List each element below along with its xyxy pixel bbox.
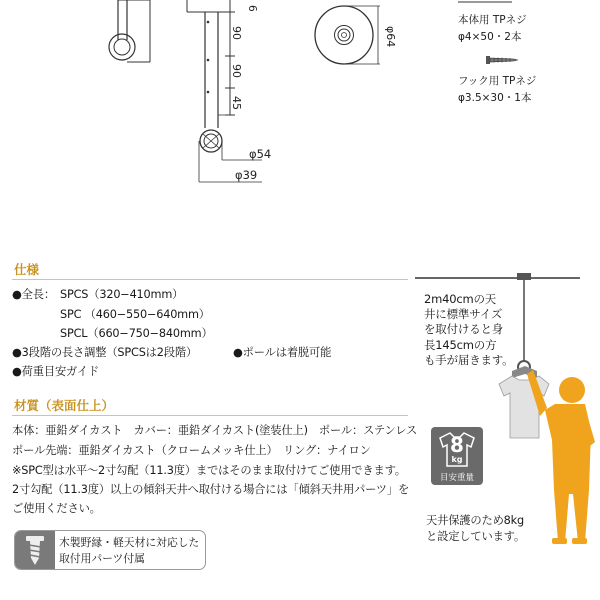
badge-weight-unit: kg xyxy=(451,455,463,464)
hook-screw-spec: φ3.5×30・1本 xyxy=(458,92,532,104)
weight-badge xyxy=(431,427,483,485)
base-plate-drawing xyxy=(315,6,380,64)
reach-text xyxy=(424,292,534,368)
screw-icon xyxy=(15,531,55,569)
reach-line-1: 2m40cmの天 xyxy=(424,292,497,306)
badge-caption: 目安重量 xyxy=(439,473,474,483)
parts-note-box xyxy=(14,530,206,570)
reach-line-2: 井に標準サイズ xyxy=(424,307,503,322)
spec-model-spcs: SPCS（320−410mm） xyxy=(60,288,184,301)
dim-label-3: 45 xyxy=(230,96,243,110)
base-diameter-label: φ64 xyxy=(384,26,397,48)
spec-pole: ●ポールは着脱可能 xyxy=(233,346,332,359)
reach-line-5: も手が届きます。 xyxy=(424,352,514,367)
dim-label-2: 90 xyxy=(230,64,243,78)
dim-label-1: 90 xyxy=(230,26,243,40)
reach-line-4: 長145cmの方 xyxy=(424,337,497,352)
materials-line-2: ポール先端：亜鉛ダイカスト（クロームメッキ仕上） リング：ナイロン xyxy=(12,444,371,457)
materials-note-1: ※SPC型は水平〜2寸勾配（11.3度）まではそのまま取付けてご使用できます。 xyxy=(12,464,406,477)
reach-line-3: を取付けると身 xyxy=(424,322,504,337)
person-silhouette xyxy=(527,370,595,544)
parts-note-line-2: 取付用パーツ付属 xyxy=(59,552,145,565)
ring-inner-diameter-label: φ39 xyxy=(235,168,258,182)
materials-heading: 材質（表面仕上） xyxy=(14,398,115,413)
ring-outer-diameter-label: φ54 xyxy=(249,147,272,161)
side-hanger-drawing xyxy=(109,0,150,62)
parts-note-line-1: 木製野縁・軽天材に対応した xyxy=(59,536,200,549)
materials-note-2: 2寸勾配（11.3度）以上の傾斜天井へ取付ける場合には「傾斜天井用パーツ」を xyxy=(12,483,410,496)
materials-note-3: ご使用ください。 xyxy=(12,502,101,515)
body-screw-title: 本体用 TPネジ xyxy=(458,14,527,26)
hook-screw-icon xyxy=(486,56,518,64)
spec-model-spcl: SPCL（660−750−840mm） xyxy=(60,327,213,340)
badge-weight-number: 8 xyxy=(450,433,464,457)
protect-line-1: 天井保護のため8kg xyxy=(426,514,524,527)
spec-adjust: ●3段階の長さ調整（SPCSは2段階） xyxy=(12,346,198,359)
hook-screw-title: フック用 TPネジ xyxy=(458,75,537,87)
protect-line-2: と設定しています。 xyxy=(426,530,525,543)
spec-guide: ●荷重目安ガイド xyxy=(12,365,99,378)
materials-line-1: 本体：亜鉛ダイカスト カバー：亜鉛ダイカスト(塗装仕上) ポール：ステンレス xyxy=(12,424,418,437)
spec-length-label: ●全長： xyxy=(12,288,55,301)
materials-divider xyxy=(12,415,408,416)
body-screw-spec: φ4×50・2本 xyxy=(458,31,522,43)
spec-divider xyxy=(12,279,408,280)
spec-heading: 仕様 xyxy=(14,262,40,277)
spec-model-spc: SPC （460−550−640mm） xyxy=(60,308,210,321)
ceiling-mount xyxy=(517,273,531,280)
dim-top-label: 6 xyxy=(246,5,258,12)
